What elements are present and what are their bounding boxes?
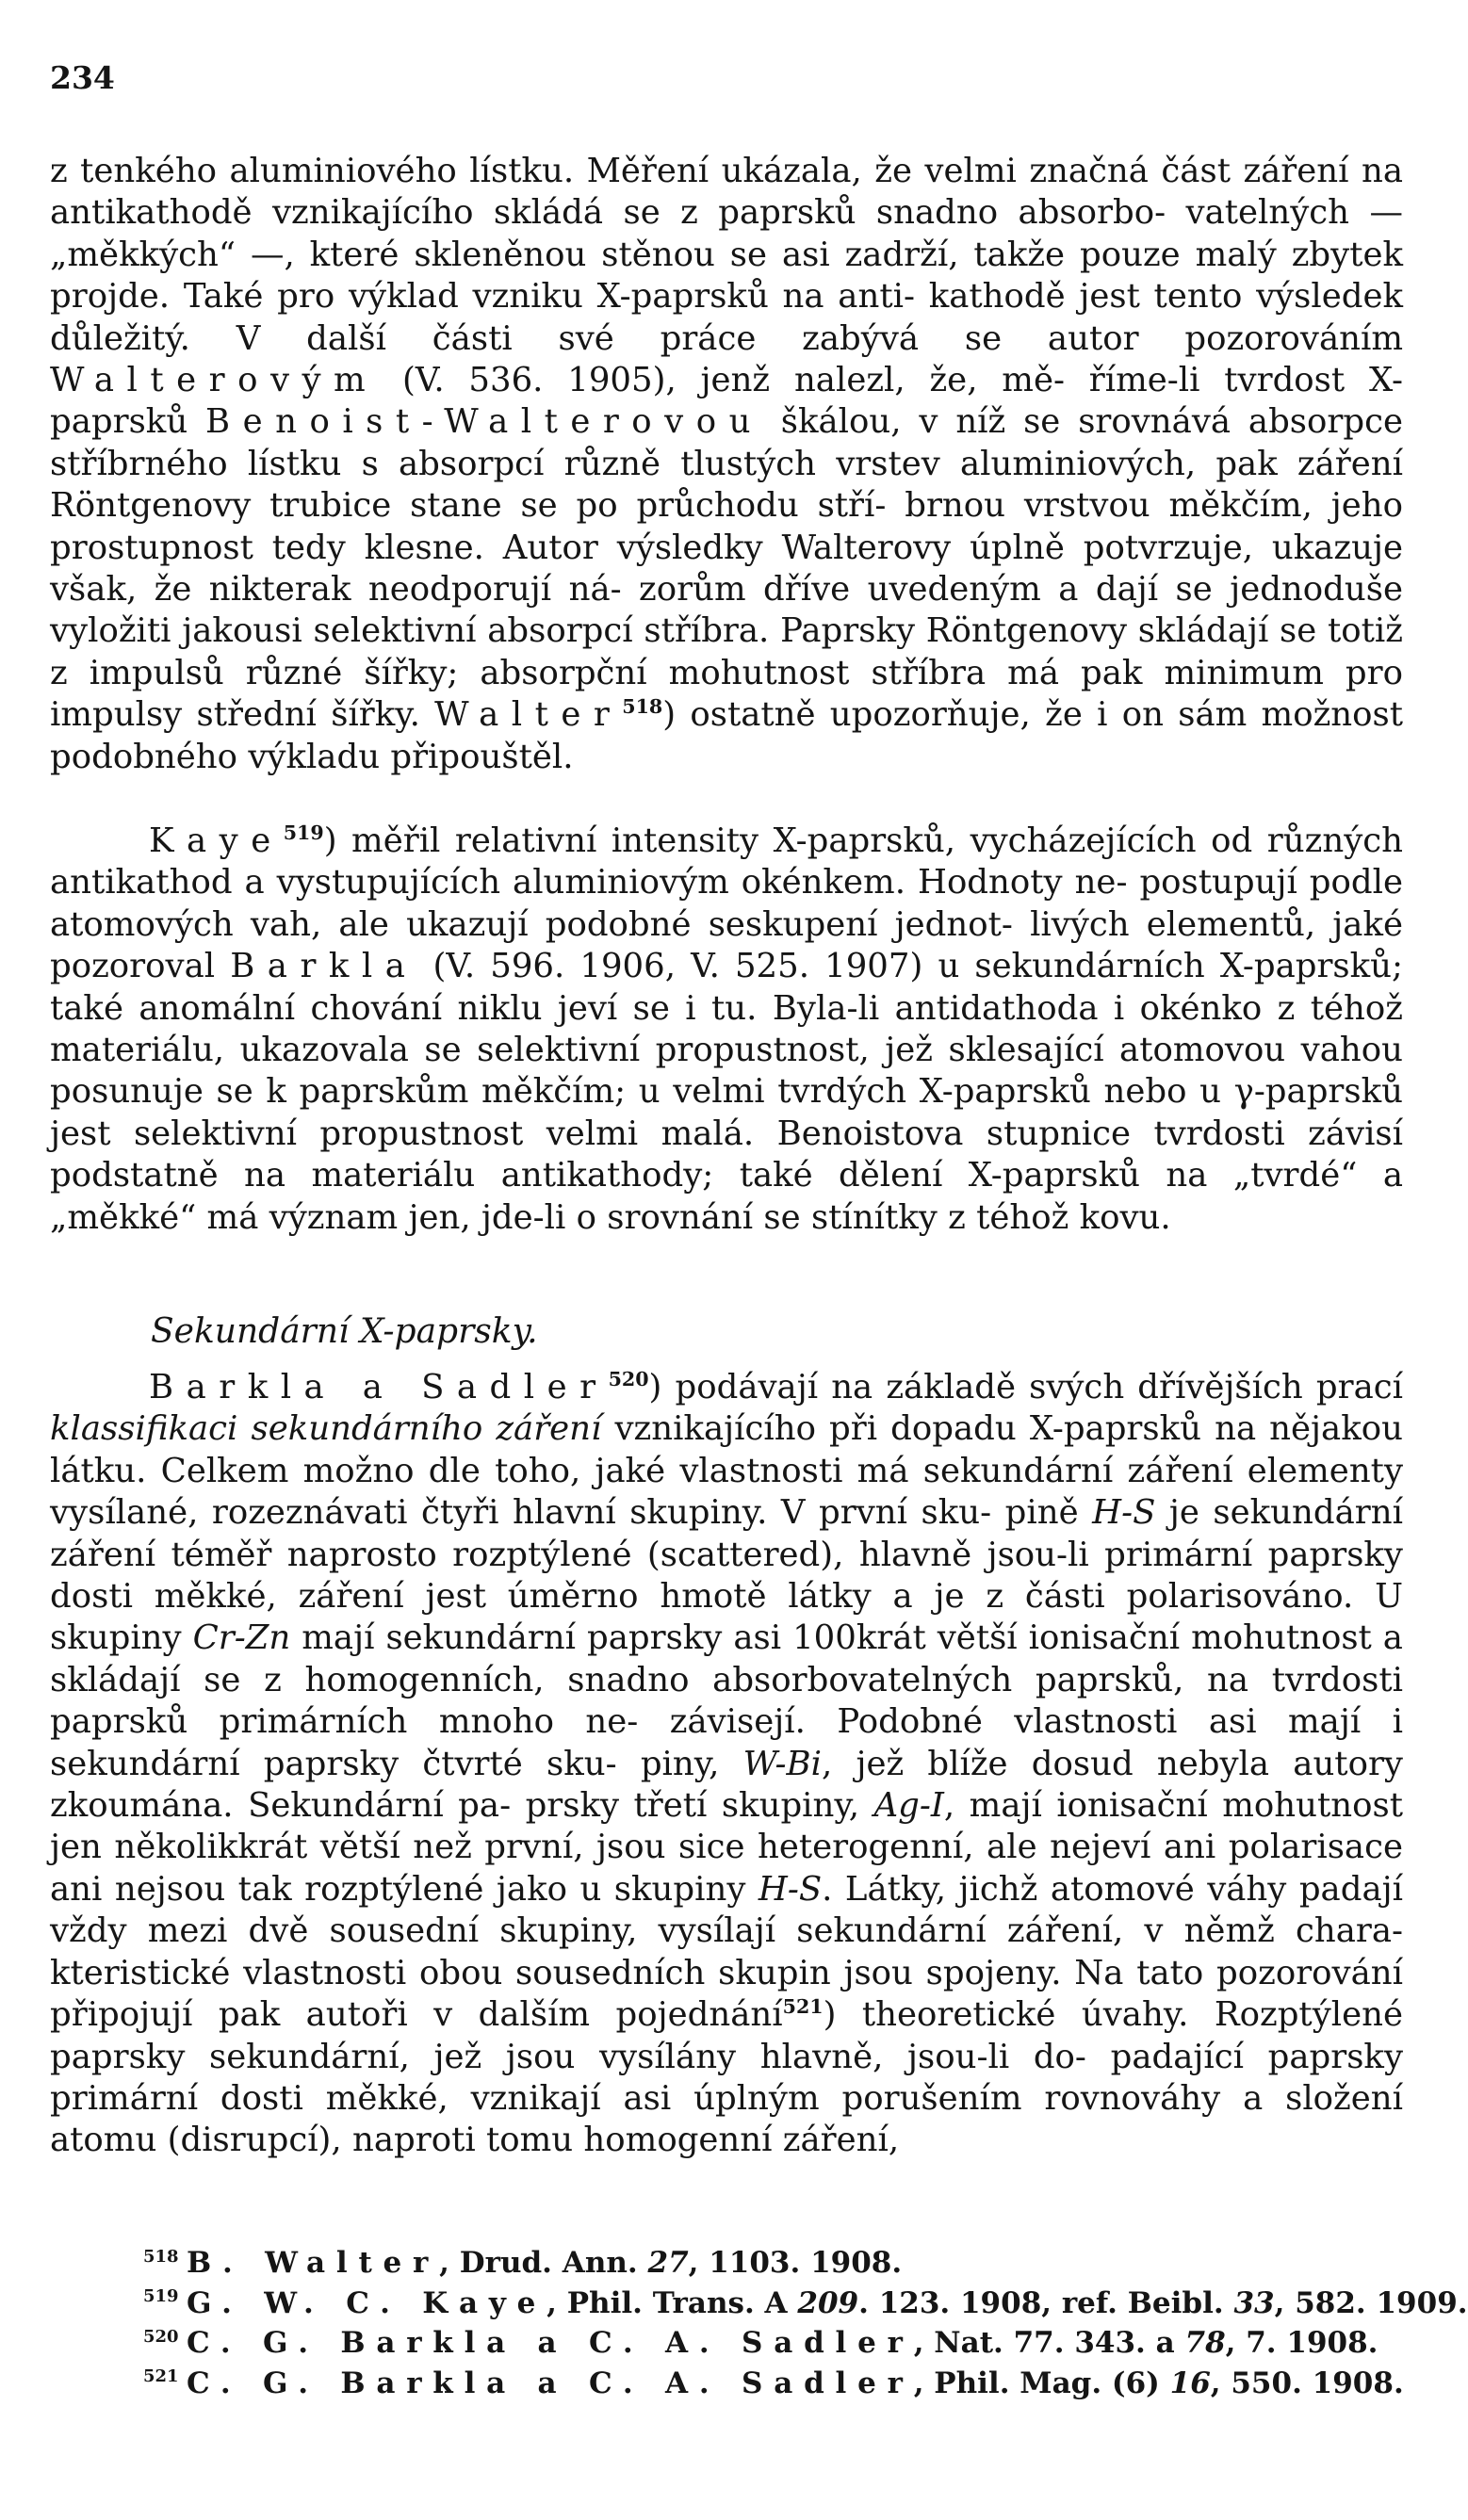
paragraph-barkla-sadler [50, 1367, 1403, 2162]
italic-text: H-S [758, 1869, 823, 1909]
text-line: z tenkého aluminiového lístku. Měření ukázala, že velmi značná část [50, 152, 1231, 190]
footnote-author: G. W. C. Kaye [187, 2285, 547, 2320]
text-line: závisejí. Podobné vlastnosti asi mají i sekundární paprsky čtvrté sku- [50, 1702, 1403, 1783]
footnote-text: , 550. 1908. [1210, 2366, 1404, 2400]
text-line: srovnává absorpce stříbrného lístku s absorpcí různě tlustých vrstev [50, 402, 1403, 483]
text-line: (V. 536. 1905), jenž nalezl, že, mě- [402, 361, 1065, 400]
text-line: Walterovy úplně potvrzuje, ukazuje však, že nikterak neodporují ná- [50, 528, 1403, 610]
text-line: kteristické vlastnosti obou sousedních skupin jsou spojeny. Na tato [50, 1953, 1204, 1992]
text-line: hlavně jsou-li primární paprsky dosti měkké, záření jest úměrno hmotě [50, 1535, 1403, 1617]
text-line: látky a je z části polarisováno. U skupiny [50, 1577, 1403, 1658]
text-line: prsky třetí skupiny, [525, 1786, 860, 1826]
text-line: , mají ionisační mohutnost jen několikkrát větší [50, 1786, 1403, 1867]
text-line: brnou vrstvou měkčím, jeho prostupnost tedy klesne. Autor výsledky [50, 486, 1403, 567]
italic-text: W-Bi [742, 1744, 822, 1783]
text-line: postupují podle atomových vah, ale ukazují podobné seskupení jednot- [50, 863, 1403, 944]
footnote-author: C. G. Barkla a C. A. Sadler [187, 2326, 914, 2360]
text-line: záření na antikathodě vznikajícího skládá se z paprsků snadno absorbo- [50, 152, 1403, 233]
text-line: livých elementů, jaké pozoroval [50, 904, 1403, 986]
text-line: ) měřil relativní intensity X-paprsků, vycházejících od [323, 821, 1253, 860]
footnote-volume: 78 [1184, 2326, 1226, 2360]
text-line: , jež blíže dosud nebyla autory zkoumána. Sekundární pa- [50, 1744, 1403, 1826]
footnote-ref: 521 [782, 1995, 824, 2019]
footnote-volume: 33 [1233, 2285, 1275, 2320]
text-line: vatelných — „měkkých“ —, které skleněnou stěnou se asi zadrží, takže [50, 193, 1403, 274]
footnote: $^{519}$ G. W. C. Kaye, Phil. Trans. A 209. 123. 1908, ref. Beibl. 33, 582. 1909. [143, 2285, 1468, 2320]
text-line: říme-li tvrdost X-paprsků [50, 361, 1403, 442]
text-line: ) theoretické úvahy. [823, 1995, 1189, 2035]
paragraph [50, 1367, 1403, 2162]
footnote-ref: 518 [622, 695, 663, 719]
footnote: $^{520}$ C. G. Barkla a C. A. Sadler, Nat. 77. 343. a 78, 7. 1908. [143, 2326, 1378, 2360]
text-line: Byla-li antidathoda i okénko z téhož materiálu, ukazovala se selektivní [50, 988, 1403, 1070]
footnote: $^{518}$ B. Walter, Drud. Ann. 27, 1103. 1908. [143, 2246, 903, 2280]
text-line: šířky; absorpční mohutnost stříbra má pak minimum pro impulsy střední [50, 653, 1403, 735]
text-line: (V. 596. 1906, V. 525. 1907) [432, 947, 923, 986]
text-line: různých antikathod a vystupujících aluminiovým okénkem. Hodnoty ne- [50, 821, 1403, 902]
text-line: propustnost, jež sklesající atomovou vahou posunuje se k paprskům [50, 1031, 1403, 1112]
text-line: má význam jen, jde-li o srovnání se stínítky z téhož kovu. [206, 1197, 1171, 1237]
text-line: měkčím; u velmi tvrdých X-paprsků nebo u γ-paprsků jest selektivní [50, 1072, 1403, 1153]
text-line: mají sekundární paprsky [302, 1618, 723, 1658]
text-line: kathodě jest tento výsledek důležitý. V další části své práce zabývá se [50, 277, 1403, 358]
paragraph-continuation [50, 151, 1403, 778]
text-line: padající paprsky primární dosti měkké, vznikají asi úplným porušením [50, 2037, 1403, 2118]
text-line: mezi dvě sousední skupiny, vysílají sekundární záření, v němž chara- [147, 1911, 1403, 1951]
text-line: než první, jsou sice heterogenní, ale nejeví ani polarisace ani nejsou tak [50, 1828, 1403, 1909]
footnotes [143, 2243, 1468, 2403]
text-line: výkladu připouštěl. [248, 737, 574, 776]
text-line: zorům dříve uvedeným a dají se jednoduše vyložiti jakousi selektivní [50, 570, 1403, 651]
footnote-author: C. G. Barkla a C. A. Sadler [187, 2366, 914, 2400]
text-line: rovnováhy a složení atomu (disrupcí), naproti tomu homogenní záření, [50, 2078, 1403, 2160]
footnote-text: , 582. 1909. [1274, 2285, 1468, 2320]
italic-text: H-S [1092, 1493, 1156, 1533]
text-line: na materiálu antikathody; také dělení X-paprsků na „tvrdé“ a „měkké“ [50, 1156, 1403, 1237]
spaced-name: Barkla a Sadler [149, 1368, 609, 1406]
text-line: vznikajícího při dopadu X-paprsků [614, 1409, 1201, 1449]
text-line: aluminiových, pak záření Röntgenovy trubice stane se po průchodu stří- [50, 444, 1403, 526]
italic-text: Cr-Zn [192, 1618, 291, 1658]
spaced-name: Walter [434, 695, 623, 735]
text-line: na nějakou látku. Celkem možno dle toho, jaké vlastnosti má sekundární [50, 1409, 1403, 1490]
text-line: pozorování připojují pak autoři v dalším pojednání [50, 1953, 1403, 2035]
footnote-author: B. Walter [187, 2246, 440, 2280]
paragraph [50, 151, 1403, 778]
text-line: záření elementy vysílané, rozeznávati čtyři hlavní skupiny. V první sku- [50, 1451, 1404, 1533]
footnote-volume: 209 [797, 2285, 859, 2320]
footnote-text: , Nat. 77. 343. a [913, 2326, 1185, 2360]
text-line: piny, [640, 1744, 720, 1783]
italic-text: Ag-I [873, 1786, 944, 1826]
footnote-text: . 123. 1908, ref. Beibl. [858, 2285, 1234, 2320]
paragraph-kaye [50, 821, 1403, 1239]
text-line: u sekundárních X-paprsků; také anomální chování niklu jeví se i tu. [50, 947, 1403, 1028]
text-line: je sekundární záření téměř naprosto rozptýlené (scattered), [50, 1493, 1403, 1574]
footnote: $^{521}$ C. G. Barkla a C. A. Sadler, Phil. Mag. (6) 16, 550. 1908. [143, 2366, 1404, 2400]
footnote-ref: 519 [283, 821, 324, 845]
paragraph [50, 821, 1403, 1239]
italic-text: klassifikaci sekundárního záření [50, 1409, 602, 1449]
section-heading: Sekundární X-paprsky. [151, 1312, 538, 1351]
footnote-text: , Phil. Mag. (6) [913, 2366, 1170, 2400]
text-line: Rozptýlené paprsky sekundární, jež jsou vysílány hlavně, jsou-li do- [50, 1995, 1403, 2076]
spaced-name: Walterovým [50, 361, 379, 400]
text-line: pouze malý zbytek projde. Také pro výklad vzniku X-paprsků na anti- [50, 235, 1403, 317]
text-line: rozptýlené jako u skupiny [304, 1869, 746, 1909]
footnote-ref: 520 [608, 1368, 649, 1391]
text-line: šířky. [331, 695, 420, 735]
spaced-name: Benoist-Walterovou [205, 402, 763, 442]
text-line: prací [1315, 1368, 1403, 1406]
spaced-name: Barkla [230, 947, 418, 986]
page-number: 234 [50, 59, 115, 96]
text-line: ) podávají na základě svých dřívějších [648, 1368, 1303, 1406]
footnote-text: , 1103. 1908. [688, 2246, 903, 2280]
footnote-volume: 16 [1169, 2366, 1211, 2400]
spaced-name: Kaye [149, 821, 284, 860]
footnote-volume: 27 [647, 2246, 689, 2280]
text-line: škálou, v níž se [780, 402, 1061, 442]
footnote-text: , Drud. Ann. [439, 2246, 648, 2280]
text-line: ) ostatně upozorňuje, že i on sám možnost podobného [50, 695, 1404, 776]
text-line: propustnost velmi malá. Benoistova stupnice tvrdosti závisí podstatně [50, 1114, 1403, 1195]
text-line: . Látky, jichž atomové váhy padají vždy [50, 1869, 1403, 1951]
text-line: pině [1004, 1493, 1079, 1533]
text-line: asi 100krát větší ionisační mohutnost a skládají se z homogenních, snadno [50, 1618, 1403, 1699]
text-line: absorpcí stříbra. Paprsky Röntgenovy skládají se totiž z impulsů různé [50, 611, 1403, 692]
text-line: absorbovatelných paprsků, na tvrdosti paprsků primárních mnoho ne- [50, 1660, 1403, 1742]
footnote-text: , 7. 1908. [1225, 2326, 1378, 2360]
text-line: autor pozorováním [1047, 318, 1403, 358]
footnote-text: , Phil. Trans. A [546, 2285, 798, 2320]
